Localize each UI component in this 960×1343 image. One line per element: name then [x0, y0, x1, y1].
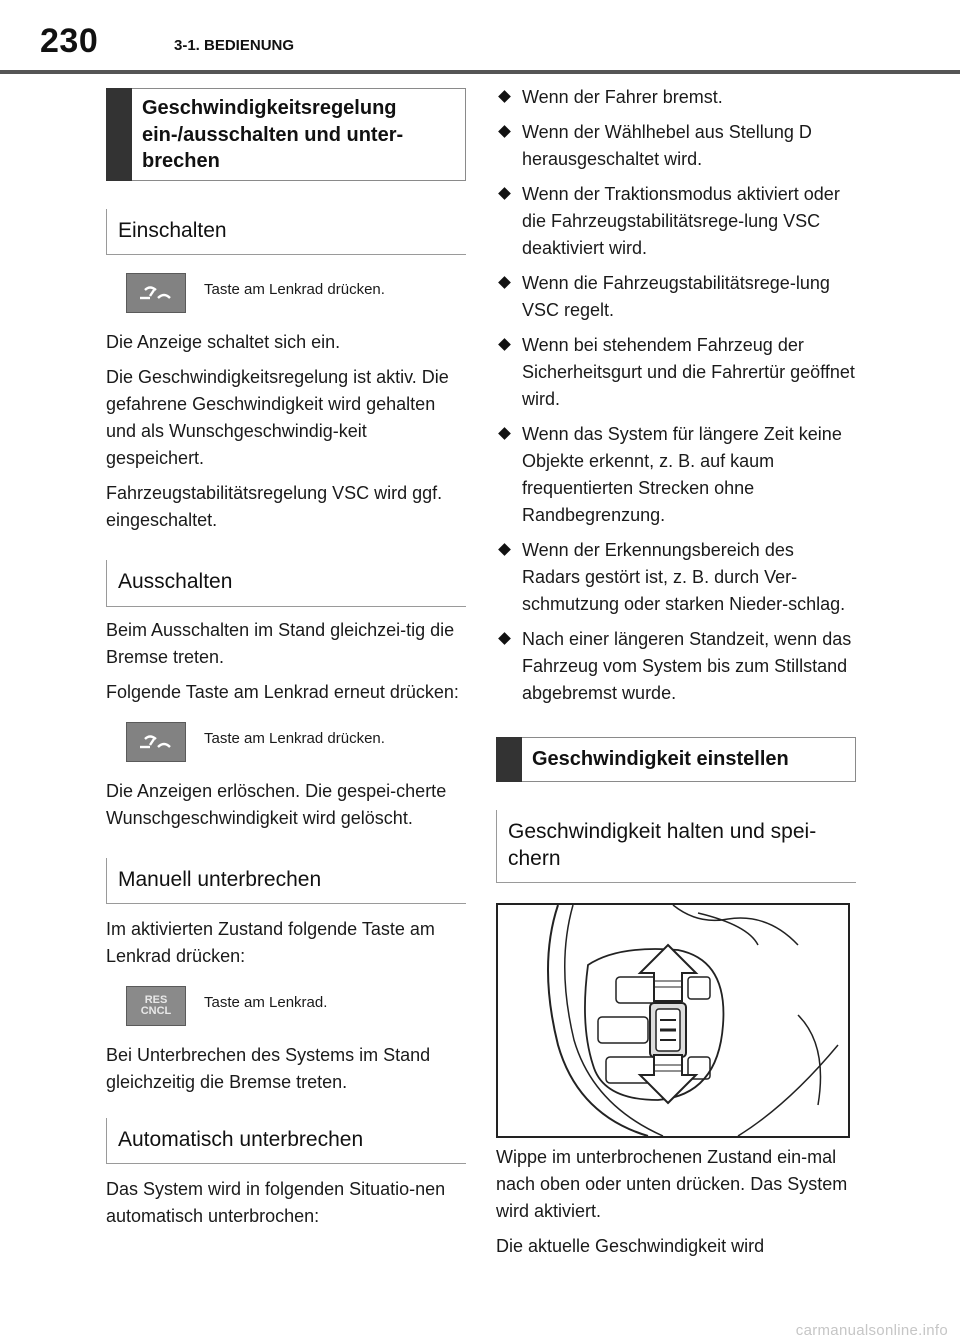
section-heading-speed — [496, 737, 856, 782]
subheading-halten-text: Geschwindigkeit halten und spei-chern — [508, 819, 817, 870]
section-heading-speed-text: Geschwindigkeit einstellen — [532, 748, 789, 770]
paragraph: Bei Unterbrechen des Systems im Stand gleichzeitig die Bremse treten. — [106, 1044, 431, 1092]
list-item: Wenn bei stehendem Fahrzeug der Sicherheitsgurt und die Fahrertür geöffnet wird. — [496, 332, 856, 413]
key-instruction: Taste am Lenkrad drücken. — [204, 281, 385, 299]
subheading-automatisch — [106, 1118, 466, 1164]
speedometer-icon — [136, 281, 176, 305]
subheading-manuell-text: Manuell unterbrechen — [118, 867, 322, 891]
paragraph: Die aktuelle Geschwindigkeit wird — [496, 1236, 765, 1257]
list-item: Nach einer längeren Standzeit, wenn das Fahrzeug vom System bis zum Stillstand abgebremst wurde. — [496, 626, 856, 707]
paragraph: Folgende Taste am Lenkrad erneut drücken: — [106, 681, 459, 702]
paragraph: Im aktivierten Zustand folgende Taste am Lenkrad drücken: — [106, 918, 435, 966]
left-column — [106, 88, 466, 1238]
paragraph: Fahrzeugstabilitätsregelung VSC wird ggf. eingeschaltet. — [106, 483, 443, 531]
paragraph: Wippe im unterbrochenen Zustand ein-mal nach oben oder unten drücken. Das System wird aktiviert. — [496, 1147, 848, 1222]
key-instruction: Taste am Lenkrad. — [204, 993, 328, 1011]
list-item: Wenn der Traktionsmodus aktiviert oder die Fahrzeugstabilitätsrege-lung VSC deaktiviert wird. — [496, 181, 856, 262]
key-label-cncl: CNCL — [140, 1004, 172, 1017]
key-row-manuell — [106, 986, 466, 1026]
paragraph: Die Geschwindigkeitsregelung ist aktiv. Die gefahrene Geschwindigkeit wird gehalten und als Wunschgeschwindig-keit gespeichert. — [106, 367, 449, 469]
watermark: carmanualsonline.info — [795, 1322, 948, 1339]
subheading-automatisch-text: Automatisch unterbrechen — [118, 1127, 364, 1151]
page-number-box — [0, 0, 152, 72]
subheading-ausschalten — [106, 560, 466, 606]
key-row-einschalten — [106, 273, 466, 313]
bullet-list — [496, 84, 856, 707]
steering-wheel-switch-illustration — [496, 903, 850, 1138]
cruise-control-key-icon — [126, 722, 186, 762]
key-row-ausschalten — [106, 722, 466, 762]
subheading-manuell — [106, 858, 466, 904]
steering-wheel-diagram — [498, 905, 848, 1136]
list-item: Wenn der Wählhebel aus Stellung D herausgeschaltet wird. — [496, 119, 856, 173]
subheading-einschalten-text: Einschalten — [118, 219, 227, 242]
key-label-res: RES — [144, 993, 168, 1006]
res-cncl-key-icon — [126, 986, 186, 1026]
section-heading-onoff — [106, 88, 466, 181]
paragraph: Die Anzeigen erlöschen. Die gespei-cherte Wunschgeschwindigkeit wird gelöscht. — [106, 780, 447, 828]
subheading-ausschalten-text: Ausschalten — [118, 570, 233, 594]
paragraph: Die Anzeige schaltet sich ein. — [106, 332, 341, 353]
subheading-einschalten — [106, 209, 466, 255]
speedometer-icon — [136, 730, 176, 754]
cruise-control-key-icon — [126, 273, 186, 313]
list-item: Wenn der Erkennungsbereich des Radars gestört ist, z. B. durch Ver-schmutzung oder starken Nieder-schlag. — [496, 537, 856, 618]
paragraph: Beim Ausschalten im Stand gleichzei-tig die Bremse treten. — [106, 619, 455, 667]
paragraph: Das System wird in folgenden Situatio-nen automatisch unterbrochen: — [106, 1179, 446, 1227]
section-heading-onoff-text: Geschwindigkeitsregelung ein-/ausschalten und unter-brechen — [142, 97, 404, 173]
list-item: Wenn der Fahrer bremst. — [496, 84, 856, 111]
key-instruction: Taste am Lenkrad drücken. — [204, 729, 385, 747]
page-number: 230 — [40, 22, 99, 60]
list-item: Wenn die Fahrzeugstabilitätsrege-lung VSC regelt. — [496, 270, 856, 324]
list-item: Wenn das System für längere Zeit keine Objekte erkennt, z. B. auf kaum frequentierten Strecken ohne Randbegrenzung. — [496, 421, 856, 529]
chapter-title: 3-1. BEDIENUNG — [174, 37, 295, 54]
header-rule — [0, 70, 960, 74]
subheading-halten — [496, 810, 856, 884]
right-column — [496, 84, 856, 1268]
